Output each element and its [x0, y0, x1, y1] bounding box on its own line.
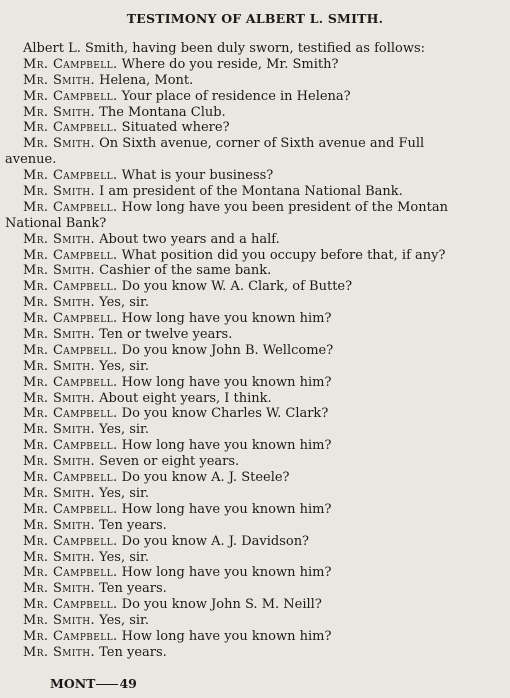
speaker-name: Mr. Campbell.	[23, 628, 118, 644]
speaker-name: Mr. Smith.	[23, 613, 96, 629]
speaker-name: Mr. Campbell.	[23, 470, 118, 486]
speaker-name: Mr. Smith.	[23, 136, 96, 152]
testimony-line	[0, 438, 510, 454]
speaker-name: Mr. Campbell.	[23, 56, 118, 72]
testimony-line	[0, 73, 510, 89]
speaker-name: Mr. Campbell.	[23, 311, 118, 327]
speaker-name: Mr. Smith.	[23, 358, 96, 374]
testimony-line	[0, 311, 510, 327]
speaker-name: Mr. Campbell.	[23, 438, 118, 454]
line-text: Where do you reside, Mr. Smith?	[117, 56, 339, 72]
line-text: How long have you known him?	[117, 438, 332, 454]
speaker-name: Mr. Campbell.	[23, 374, 118, 390]
testimony-line	[0, 454, 510, 470]
speaker-name: Mr. Campbell.	[23, 501, 118, 517]
testimony-line	[0, 359, 510, 375]
speaker-name: Mr. Campbell.	[23, 565, 118, 581]
speaker-name: Mr. Campbell.	[23, 88, 118, 104]
line-text: Ten years.	[95, 517, 167, 533]
speaker-name: Mr. Smith.	[23, 263, 96, 279]
line-text: I am president of the Montana National Bank.	[95, 184, 403, 200]
line-text: What position did you occupy before that, if any?	[117, 247, 446, 263]
testimony-line	[0, 343, 510, 359]
line-text: Ten years.	[95, 581, 167, 597]
testimony-line	[0, 375, 510, 391]
line-text: Ten or twelve years.	[95, 327, 233, 343]
line-text: Your place of residence in Helena?	[117, 88, 351, 104]
speaker-name: Mr. Smith.	[23, 422, 96, 438]
line-text: Ten years.	[95, 644, 167, 660]
testimony-line	[0, 327, 510, 343]
intro-line: Albert L. Smith, having been duly sworn, testified as follows:	[23, 41, 426, 56]
testimony-line	[0, 645, 510, 661]
line-text: Yes, sir.	[95, 613, 149, 629]
line-text: How long have you known him?	[117, 501, 332, 517]
speaker-name: Mr. Campbell.	[23, 168, 118, 184]
speaker-name: Mr. Smith.	[23, 454, 96, 470]
line-text: National Bank?	[5, 215, 107, 231]
line-text: Yes, sir.	[95, 549, 149, 565]
speaker-name: Mr. Smith.	[23, 327, 96, 343]
testimony-line	[0, 184, 510, 200]
speaker-name: Mr. Smith.	[23, 581, 96, 597]
line-text: What is your business?	[117, 168, 274, 184]
testimony-line	[0, 518, 510, 534]
testimony-body	[0, 41, 510, 661]
testimony-line	[0, 152, 510, 168]
testimony-line	[0, 263, 510, 279]
line-text: How long have you known him?	[117, 628, 332, 644]
line-text: Yes, sir.	[95, 295, 149, 311]
speaker-name: Mr. Smith.	[23, 390, 96, 406]
line-text: Do you know Charles W. Clark?	[117, 406, 329, 422]
testimony-line	[0, 502, 510, 518]
speaker-name: Mr. Smith.	[23, 485, 96, 501]
footer-page-number: 49	[119, 676, 137, 691]
line-text: avenue.	[5, 152, 57, 168]
speaker-name: Mr. Smith.	[23, 295, 96, 311]
page-footer	[50, 676, 137, 691]
speaker-name: Mr. Smith.	[23, 104, 96, 120]
speaker-name: Mr. Campbell.	[23, 597, 118, 613]
testimony-line	[0, 534, 510, 550]
testimony-line	[0, 629, 510, 645]
speaker-name: Mr. Smith.	[23, 644, 96, 660]
line-text: Yes, sir.	[95, 485, 149, 501]
testimony-line	[0, 486, 510, 502]
speaker-name: Mr. Smith.	[23, 231, 96, 247]
speaker-name: Mr. Campbell.	[23, 406, 118, 422]
line-text: Situated where?	[117, 120, 230, 136]
testimony-line	[0, 295, 510, 311]
testimony-line	[0, 279, 510, 295]
line-text: Yes, sir.	[95, 358, 149, 374]
testimony-line	[0, 232, 510, 248]
testimony-line	[0, 136, 510, 152]
line-text: Do you know A. J. Davidson?	[117, 533, 310, 549]
speaker-name: Mr. Smith.	[23, 517, 96, 533]
footer-signature: MONT	[50, 676, 96, 691]
testimony-line	[0, 57, 510, 73]
testimony-line	[0, 613, 510, 629]
testimony-line	[0, 565, 510, 581]
speaker-name: Mr. Smith.	[23, 184, 96, 200]
line-text: Helena, Mont.	[95, 72, 194, 88]
line-text: Yes, sir.	[95, 422, 149, 438]
testimony-line	[0, 168, 510, 184]
line-text: How long have you known him?	[117, 311, 332, 327]
line-text: Do you know A. J. Steele?	[117, 470, 290, 486]
testimony-line	[0, 581, 510, 597]
line-text: How long have you known him?	[117, 565, 332, 581]
line-text: Cashier of the same bank.	[95, 263, 272, 279]
line-text: Do you know John S. M. Neill?	[117, 597, 322, 613]
testimony-line	[0, 105, 510, 121]
speaker-name: Mr. Campbell.	[23, 342, 118, 358]
speaker-name: Mr. Smith.	[23, 549, 96, 565]
speaker-name: Mr. Campbell.	[23, 120, 118, 136]
page-title: TESTIMONY OF ALBERT L. SMITH.	[126, 11, 384, 26]
speaker-name: Mr. Campbell.	[23, 533, 118, 549]
testimony-line	[0, 120, 510, 136]
testimony-line	[0, 597, 510, 613]
speaker-name: Mr. Campbell.	[23, 279, 118, 295]
testimony-line	[0, 550, 510, 566]
testimony-line	[0, 216, 510, 232]
testimony-line	[0, 422, 510, 438]
speaker-name: Mr. Smith.	[23, 72, 96, 88]
line-text: Seven or eight years.	[95, 454, 240, 470]
testimony-line	[0, 89, 510, 105]
speaker-name: Mr. Campbell.	[23, 247, 118, 263]
testimony-line	[0, 470, 510, 486]
line-text: About eight years, I think.	[95, 390, 272, 406]
testimony-line	[0, 406, 510, 422]
footer-dash	[96, 684, 118, 685]
line-text: How long have you known him?	[117, 374, 332, 390]
line-text: Do you know W. A. Clark, of Butte?	[117, 279, 353, 295]
line-text: Do you know John B. Wellcome?	[117, 342, 334, 358]
line-text: How long have you been president of the Montan	[117, 199, 448, 215]
line-text: The Montana Club.	[95, 104, 226, 120]
testimony-line	[0, 248, 510, 264]
line-text: About two years and a half.	[95, 231, 280, 247]
line-text: On Sixth avenue, corner of Sixth avenue and Full	[95, 136, 425, 152]
testimony-line	[0, 200, 510, 216]
speaker-name: Mr. Campbell.	[23, 199, 118, 215]
testimony-line	[0, 391, 510, 407]
